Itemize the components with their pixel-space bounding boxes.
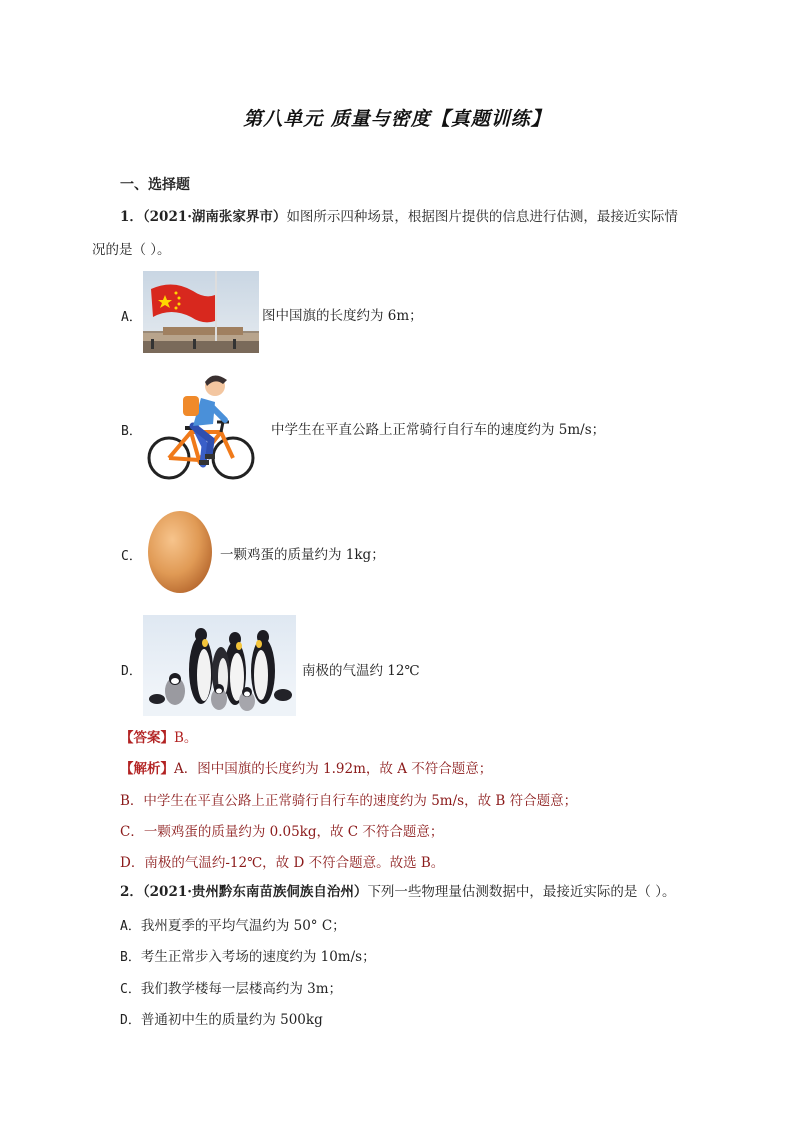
page-title: 第八单元 质量与密度【真题训练】 [243, 108, 551, 130]
option-a-letter: A． [121, 310, 142, 325]
option-b-text: 中学生在平直公路上正常骑行自行车的速度约为 5m/s； [271, 422, 606, 438]
option-d-text: 南极的气温约 12℃ [302, 663, 420, 679]
question-1-line2: 况的是（ ）。 [92, 242, 171, 258]
option-c-text: 一颗鸡蛋的质量约为 1kg； [220, 547, 385, 563]
cyclist-image [143, 368, 259, 484]
question-2-option-b: B．考生正常步入考场的速度约为 10m/s； [120, 949, 376, 965]
analysis-text-1: A．图中国旗的长度约为 1.92m，故 A 不符合题意； [174, 761, 493, 777]
question-2-number: 2． [120, 884, 143, 900]
question-2-line [120, 883, 675, 901]
answer-label: 【答案】 [120, 730, 174, 746]
question-1-source: （2021·湖南张家界市） [142, 209, 287, 225]
analysis-line-4: D．南极的气温约-12℃，故 D 不符合题意。故选 B。 [120, 855, 445, 871]
question-1-text: 如图所示四种场景，根据图片提供的信息进行估测，最接近实际情 [286, 209, 678, 225]
section-heading: 一、选择题 [120, 177, 190, 193]
option-c-letter: C． [121, 549, 142, 564]
option-a-text: 图中国旗的长度约为 6m； [262, 308, 423, 324]
analysis-line-1 [120, 757, 492, 777]
flag-image [143, 271, 259, 353]
option-b-letter: B． [121, 424, 142, 439]
question-2-option-c: C．我们教学楼每一层楼高约为 3m； [120, 981, 343, 997]
egg-image [143, 504, 217, 596]
answer-value: B。 [174, 730, 198, 746]
analysis-line-2: B．中学生在平直公路上正常骑行自行车的速度约为 5m/s，故 B 符合题意； [120, 793, 578, 809]
analysis-line-3: C．一颗鸡蛋的质量约为 0.05kg，故 C 不符合题意； [120, 824, 444, 840]
answer-line [120, 726, 197, 746]
question-2-option-a: A．我州夏季的平均气温约为 50° C； [120, 918, 346, 934]
penguins-image [143, 615, 296, 716]
question-2-text: 下列一些物理量估测数据中，最接近实际的是（ ）。 [367, 884, 676, 900]
option-d-letter: D． [121, 664, 142, 679]
question-2-source: （2021·贵州黔东南苗族侗族自治州） [142, 884, 368, 900]
question-1-number: 1． [120, 209, 143, 225]
analysis-label: 【解析】 [120, 761, 174, 777]
question-2-option-d: D．普通初中生的质量约为 500kg [120, 1012, 323, 1028]
question-1-line1 [120, 208, 678, 226]
